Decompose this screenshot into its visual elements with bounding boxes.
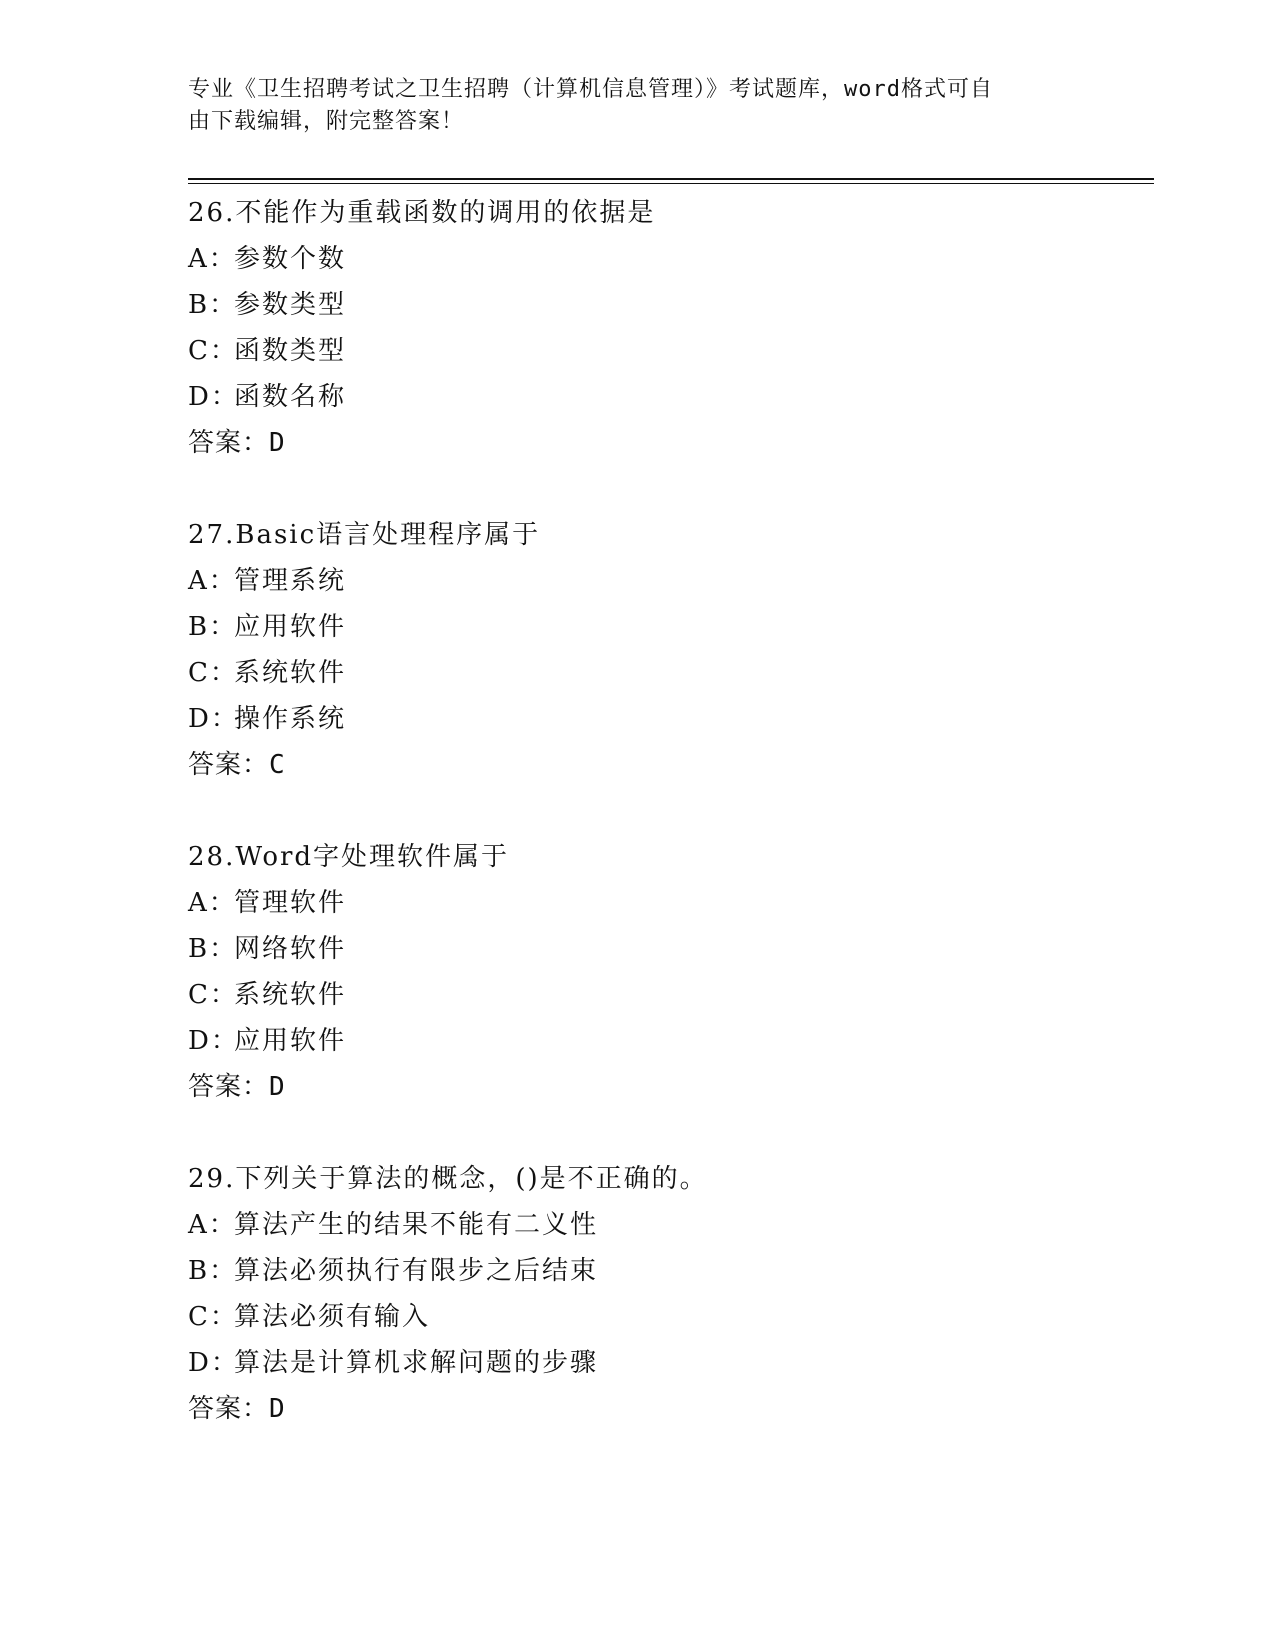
answer-value: D — [269, 428, 286, 458]
question-text: 不能作为重载函数的调用的依据是 — [235, 198, 656, 228]
answer-line — [188, 420, 1148, 466]
option-text: 函数名称 — [234, 382, 347, 412]
option-key: A： — [188, 566, 237, 596]
option-c — [188, 650, 1148, 696]
question-text: 下列关于算法的概念，()是不正确的。 — [235, 1164, 708, 1194]
answer-line — [188, 1386, 1148, 1432]
answer-label: 答案： — [188, 1072, 270, 1102]
option-key: D： — [188, 382, 239, 412]
question-28 — [188, 834, 1148, 1110]
question-26 — [188, 190, 1148, 466]
option-key: C： — [188, 1302, 238, 1332]
option-text: 管理软件 — [234, 888, 347, 918]
option-text: 算法必须有输入 — [234, 1302, 431, 1332]
question-stem — [188, 1156, 1148, 1202]
option-text: 系统软件 — [234, 980, 347, 1010]
answer-label: 答案： — [188, 750, 270, 780]
option-d — [188, 1340, 1148, 1386]
option-d — [188, 696, 1148, 742]
option-key: A： — [188, 888, 237, 918]
header-line-2: 由下载编辑，附完整答案！ — [188, 109, 465, 134]
option-text: 应用软件 — [234, 1026, 347, 1056]
header-divider-thin — [188, 183, 1154, 184]
option-c — [188, 328, 1148, 374]
option-b — [188, 1248, 1148, 1294]
option-text: 应用软件 — [234, 612, 347, 642]
option-key: C： — [188, 658, 238, 688]
question-number: 26. — [188, 198, 236, 228]
option-b — [188, 926, 1148, 972]
option-key: D： — [188, 1348, 239, 1378]
option-key: B： — [188, 290, 238, 320]
option-key: C： — [188, 336, 238, 366]
document-header — [188, 74, 1108, 138]
option-text: 参数个数 — [234, 244, 347, 274]
option-text: 算法产生的结果不能有二义性 — [234, 1210, 599, 1240]
option-d — [188, 1018, 1148, 1064]
option-a — [188, 236, 1148, 282]
header-divider-thick — [188, 178, 1154, 180]
answer-value: D — [269, 1072, 286, 1102]
question-27 — [188, 512, 1148, 788]
option-text: 算法是计算机求解问题的步骤 — [234, 1348, 599, 1378]
option-c — [188, 972, 1148, 1018]
header-line-1: 专业《卫生招聘考试之卫生招聘（计算机信息管理）》考试题库，word格式可自 — [188, 77, 993, 102]
answer-line — [188, 1064, 1148, 1110]
option-text: 函数类型 — [234, 336, 347, 366]
question-stem — [188, 512, 1148, 558]
answer-value: D — [269, 1394, 286, 1424]
answer-value: C — [269, 750, 286, 780]
option-key: D： — [188, 1026, 239, 1056]
question-text: Basic语言处理程序属于 — [235, 520, 541, 550]
option-text: 参数类型 — [234, 290, 347, 320]
answer-label: 答案： — [188, 1394, 270, 1424]
option-a — [188, 880, 1148, 926]
option-text: 系统软件 — [234, 658, 347, 688]
question-number: 29. — [188, 1164, 236, 1194]
option-key: C： — [188, 980, 238, 1010]
option-key: A： — [188, 244, 237, 274]
option-d — [188, 374, 1148, 420]
option-text: 操作系统 — [234, 704, 347, 734]
question-list — [188, 190, 1148, 1432]
question-stem — [188, 834, 1148, 880]
option-text: 算法必须执行有限步之后结束 — [234, 1256, 599, 1286]
option-b — [188, 604, 1148, 650]
answer-label: 答案： — [188, 428, 270, 458]
question-stem — [188, 190, 1148, 236]
question-number: 27. — [188, 520, 236, 550]
option-key: A： — [188, 1210, 237, 1240]
question-number: 28. — [188, 842, 236, 872]
question-text: Word字处理软件属于 — [235, 842, 510, 872]
option-text: 网络软件 — [234, 934, 347, 964]
option-key: B： — [188, 1256, 238, 1286]
answer-line — [188, 742, 1148, 788]
option-text: 管理系统 — [234, 566, 347, 596]
option-a — [188, 1202, 1148, 1248]
option-key: D： — [188, 704, 239, 734]
option-c — [188, 1294, 1148, 1340]
option-key: B： — [188, 612, 238, 642]
option-b — [188, 282, 1148, 328]
option-key: B： — [188, 934, 238, 964]
question-29 — [188, 1156, 1148, 1432]
option-a — [188, 558, 1148, 604]
